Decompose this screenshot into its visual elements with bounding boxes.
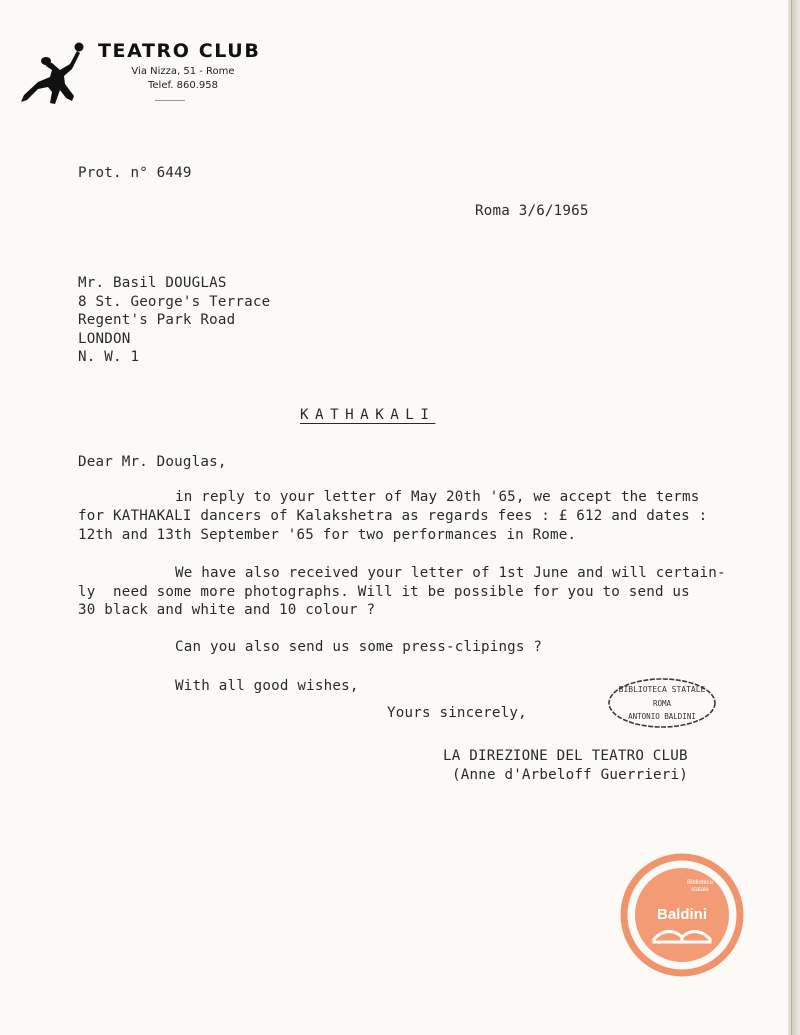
watermark-small-text: Biblioteca statale bbox=[686, 880, 713, 893]
protocol-number: Prot. n° 6449 bbox=[78, 165, 192, 181]
recipient-district: N. W. 1 bbox=[78, 349, 140, 365]
paragraph2-line1: We have also received your letter of 1st June and will certain- bbox=[175, 565, 726, 581]
letter-date: Roma 3/6/1965 bbox=[475, 203, 589, 219]
teatro-club-logo-icon bbox=[16, 40, 88, 112]
recipient-street: 8 St. George's Terrace bbox=[78, 293, 271, 310]
signature-organization: LA DIREZIONE DEL TEATRO CLUB bbox=[443, 748, 688, 764]
paragraph2-line3: 30 black and white and 10 colour ? bbox=[78, 602, 376, 618]
closing-line: With all good wishes, bbox=[175, 678, 359, 694]
library-stamp-icon bbox=[606, 676, 718, 730]
recipient-city: LONDON bbox=[78, 330, 131, 347]
letter-subject: KATHAKALI bbox=[300, 407, 436, 423]
recipient-name: Mr. Basil DOUGLAS bbox=[78, 275, 227, 291]
paragraph1-line3: 12th and 13th September '65 for two performances in Rome. bbox=[78, 527, 577, 543]
stamp-line2: ROMA bbox=[652, 699, 672, 708]
letterhead-name: TEATRO CLUB bbox=[98, 40, 261, 62]
recipient-road: Regent's Park Road bbox=[78, 312, 236, 328]
paragraph2-line2: ly need some more photographs. Will it be possible for you to send us bbox=[78, 584, 690, 600]
page-edge bbox=[788, 0, 800, 1035]
paragraph1-line2: for KATHAKALI dancers of Kalakshetra as regards fees : £ 612 and dates : bbox=[78, 508, 708, 524]
yours-sincerely: Yours sincerely, bbox=[387, 705, 527, 721]
page-edge-line bbox=[791, 0, 792, 1035]
signature-person: (Anne d'Arbeloff Guerrieri) bbox=[452, 767, 689, 783]
letterhead-divider bbox=[155, 100, 185, 101]
watermark-label: Baldini bbox=[656, 906, 707, 923]
letterhead-address: Via Nizza, 51 - Rome bbox=[131, 66, 235, 77]
paragraph3: Can you also send us some press-clipings ? bbox=[175, 639, 543, 655]
letterhead-telephone: Telef. 860.958 bbox=[148, 80, 218, 91]
salutation: Dear Mr. Douglas, bbox=[78, 454, 227, 470]
paragraph1-line1: in reply to your letter of May 20th '65, we accept the terms bbox=[175, 489, 700, 505]
stamp-line1: BIBLIOTECA STATALE bbox=[618, 685, 706, 694]
recipient-address bbox=[78, 274, 270, 367]
stamp-line3: ANTONIO BALDINI bbox=[628, 712, 696, 721]
